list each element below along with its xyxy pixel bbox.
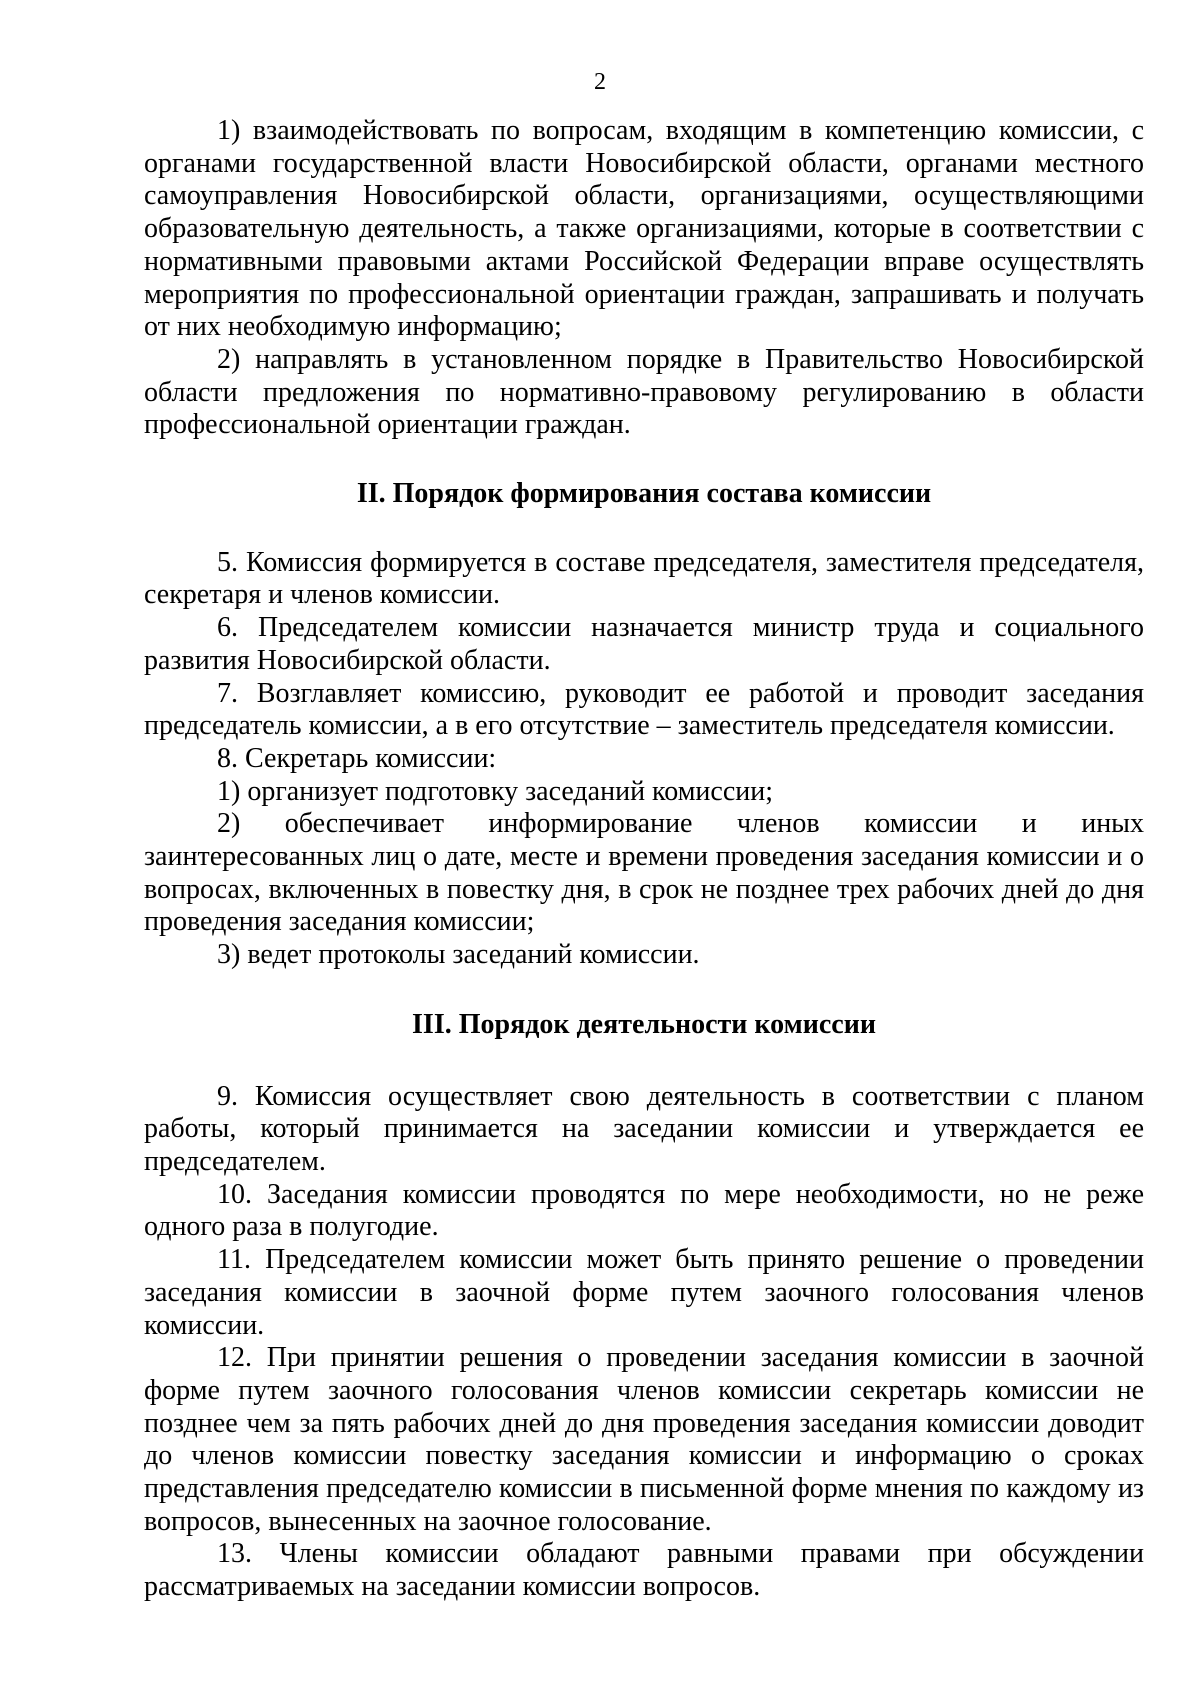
paragraph-item-5: 5. Комиссия формируется в составе председателя, заместителя председателя, секретаря и членов комиссии.	[144, 546, 1144, 611]
paragraph-item-13: 13. Члены комиссии обладают равными правами при обсуждении рассматриваемых на заседании комиссии вопросов.	[144, 1538, 1144, 1603]
paragraph-item-8-sub-1: 1) организует подготовку заседаний комиссии;	[217, 775, 774, 807]
paragraph-clause-1: 1) взаимодействовать по вопросам, входящим в компетенцию комиссии, с органами государственной власти Новосибирской области, органами местного самоуправления Новосибирской области, организациями, осуществляющими образовательную деятельность, а также организациями, которые в соответствии с нормативными правовыми актами Российской Федерации вправе осуществлять мероприятия по профессиональной ориентации граждан, запрашивать и получать от них необходимую информацию;	[144, 115, 1144, 343]
paragraph-item-11: 11. Председателем комиссии может быть принято решение о проведении заседания комиссии в заочной форме путем заочного голосования членов комиссии.	[144, 1244, 1144, 1341]
paragraph-clause-2: 2) направлять в установленном порядке в Правительство Новосибирской области предложения по нормативно-правовому регулированию в области профессиональной ориентации граждан.	[144, 343, 1144, 441]
page-number: 2	[594, 69, 606, 95]
paragraph-item-8-sub-2: 2) обеспечивает информирование членов комиссии и иных заинтересованных лиц о дате, месте и времени проведения заседания комиссии и о вопросах, включенных в повестку дня, в срок не позднее трех рабочих дней до дня проведения заседания комиссии;	[144, 808, 1144, 938]
section-heading-formation: II. Порядок формирования состава комиссии	[356, 478, 932, 510]
section-heading-activity: III. Порядок деятельности комиссии	[412, 1008, 876, 1040]
paragraph-item-9: 9. Комиссия осуществляет свою деятельность в соответствии с планом работы, который принимается на заседании комиссии и утверждается ее председателем.	[144, 1080, 1144, 1177]
document-body	[144, 115, 1144, 1604]
paragraph-item-7: 7. Возглавляет комиссию, руководит ее работой и проводит заседания председатель комиссии, а в его отсутствие – заместитель председателя комиссии.	[144, 677, 1144, 742]
paragraph-item-8: 8. Секретарь комиссии:	[217, 742, 497, 774]
paragraph-item-10: 10. Заседания комиссии проводятся по мере необходимости, но не реже одного раза в полугодие.	[144, 1178, 1144, 1243]
paragraph-item-6: 6. Председателем комиссии назначается министр труда и социального развития Новосибирской области.	[144, 612, 1144, 676]
paragraph-item-8-sub-3: 3) ведет протоколы заседаний комиссии.	[217, 939, 700, 971]
paragraph-item-12: 12. При принятии решения о проведении заседания комиссии в заочной форме путем заочного голосования членов комиссии секретарь комиссии не позднее чем за пять рабочих дней до дня проведения заседания комиссии доводит до членов комиссии повестку заседания комиссии и информацию о сроках представления председателю комиссии в письменной форме мнения по каждому из вопросов, вынесенных на заочное голосование.	[144, 1342, 1144, 1537]
